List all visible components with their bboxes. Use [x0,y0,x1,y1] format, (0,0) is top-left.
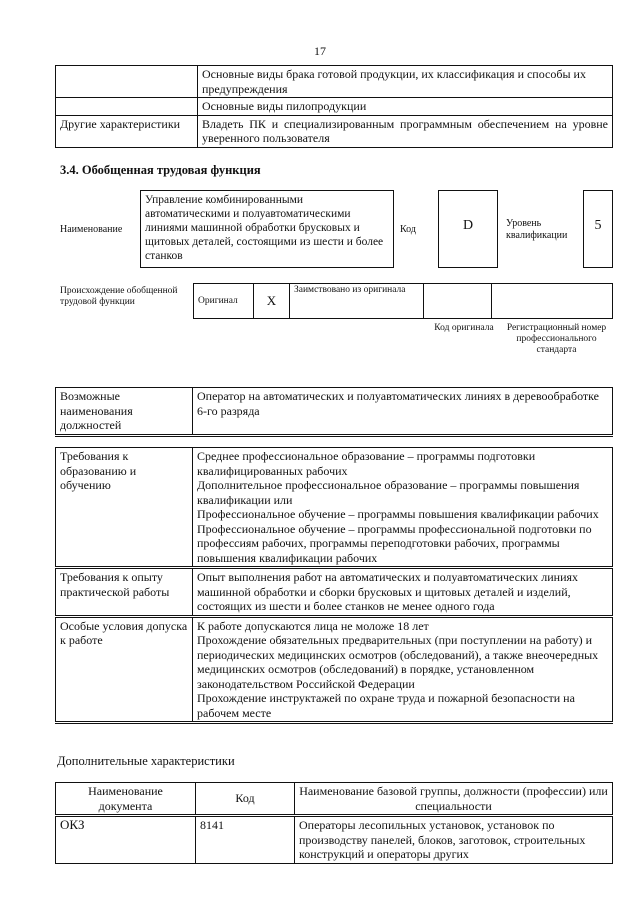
origin-table [193,283,613,319]
req-line: Профессиональное обучение – программы профессиональной подготовки по профессиям рабочих, программы переподготовки рабочих, программы повышения квалификации рабочих [197,521,592,565]
table-cell: Другие характеристики [56,115,198,147]
requirements-table [55,447,613,724]
code-original-caption: Код оригинала [434,323,494,333]
table-row [56,616,613,723]
table-cell: Основные виды пилопродукции [198,98,613,116]
page-number: 17 [314,44,326,58]
table-row [56,816,613,864]
req-line: Прохождение обязательных предварительных (при поступлении на работу) и периодических медицинских осмотров (обследований), а также внеочередных медицинских осмотров (обследований) в порядке, установленном законодательством Российской Федерации [197,633,599,691]
column-header: Наименование документа [56,783,196,816]
table-row [56,115,613,147]
doc-cell: ОКЗ [56,816,196,864]
table-row [56,568,613,617]
code-cell: 8141 [196,816,295,864]
table-cell [56,98,198,116]
additional-table [55,782,613,864]
origin-label: Происхождение обобщенной трудовой функции [60,286,178,307]
table-row [56,448,613,568]
code-original-cell [424,284,492,319]
column-header: Наименование базовой группы, должности (профессии) или специальности [295,783,613,816]
additional-title: Дополнительные характеристики [57,754,235,768]
req-label: Требования к опыту практической работы [56,568,193,617]
req-label: Требования к образованию и обучению [56,448,193,568]
req-line: Профессиональное обучение – программы повышения квалификации рабочих [197,507,599,521]
name-cell: Операторы лесопильных установок, установок по производству панелей, блоков, заготовок, строительных конструкций и операторы других [295,816,613,864]
positions-label: Возможные наименования должностей [56,388,193,436]
table-row [56,98,613,116]
code-label: Код [400,224,416,235]
table-cell [56,66,198,98]
top-table [55,65,613,148]
name-label: Наименование [60,224,123,235]
req-label: Особые условия допуска к работе [56,616,193,723]
section-title: 3.4. Обобщенная трудовая функция [60,163,261,177]
req-line: Дополнительное профессиональное образование – программы повышения квалификации или [197,478,580,507]
req-value [193,448,613,568]
req-value [193,616,613,723]
borrowed-label: Заимствовано из оригинала [290,284,424,319]
reg-number-caption: Регистрационный номер профессионального стандарта [506,323,607,355]
original-label: Оригинал [194,284,254,319]
table-cell: Владеть ПК и специализированным программным обеспечением на уровне уверенного пользователя [198,115,613,147]
column-header: Код [196,783,295,816]
req-value [193,568,613,617]
table-header-row [56,783,613,816]
original-mark: X [254,284,290,319]
table-row [56,66,613,98]
code-value: D [438,190,498,268]
req-line: Среднее профессиональное образование – программы подготовки квалифицированных рабочих [197,449,536,478]
name-value: Управление комбинированными автоматическими и полуавтоматическими линиями машинной обработки брусковых и щитовых деталей, состоящими из шести и более станков [140,190,394,268]
req-line: Опыт выполнения работ на автоматических и полуавтоматических линиях машинной обработки и сборки брусковых и щитовых деталей и изделий, состоящих из шести и более станков не менее одного года [197,570,579,613]
req-line: Прохождение инструктажей по охране труда и пожарной безопасности на рабочем месте [197,691,575,720]
level-label: Уровень квалификации [506,218,568,241]
req-line: К работе допускаются лица не моложе 18 лет [197,618,429,633]
level-value: 5 [583,190,613,268]
positions-table [55,387,613,437]
table-cell: Основные виды брака готовой продукции, их классификация и способы их предупреждения [198,66,613,98]
reg-number-cell [492,284,613,319]
positions-value: Оператор на автоматических и полуавтоматических линиях в деревообработке 6-го разряда [193,388,613,436]
